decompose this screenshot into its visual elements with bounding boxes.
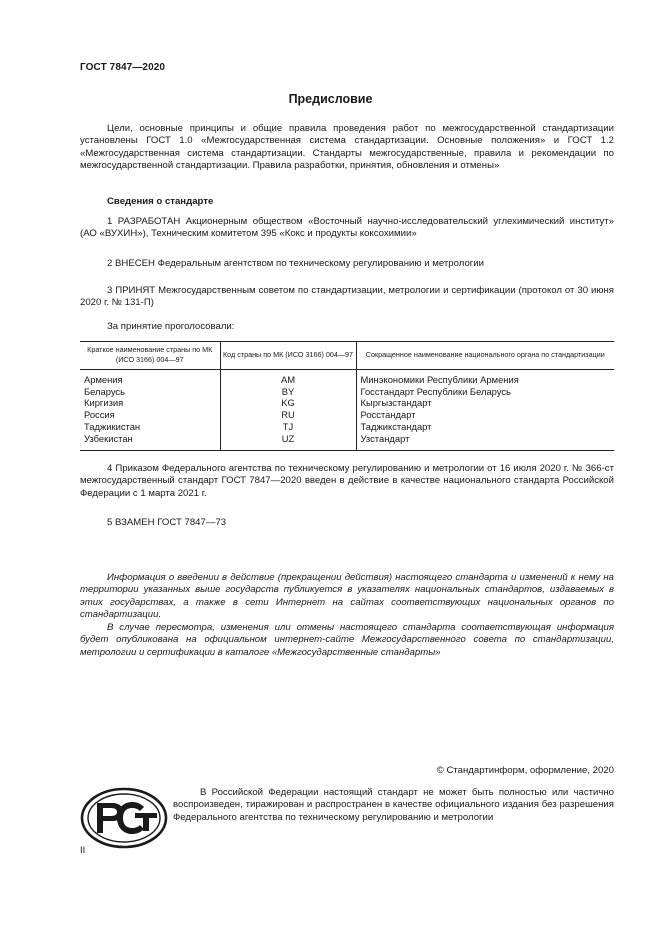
voting-table [80,341,614,451]
table-cell-body: Кыргызстандарт [356,397,614,409]
table-row [80,397,614,409]
copyright-line: © Стандартинформ, оформление, 2020 [436,765,614,776]
table-row [80,386,614,398]
table-cell-country: Россия [84,409,115,421]
section-heading: Сведения о стандарте [107,196,214,207]
table-cell-code: BY [220,386,356,398]
page-number: II [80,845,86,856]
table-header-row [80,342,614,370]
notice-paragraph-2: В случае пересмотра, изменения или отмены настоящего стандарта соответствующая информация будет опубликована на официальном интернет-сайте Межгосударственного совета по стандартизации, метрологии и сертификации в каталоге «Межгосударственные стандарты» [80,622,614,658]
intro-paragraph: Цели, основные принципы и общие правила проведения работ по межгосударственной стандартизации установлены ГОСТ 1.0 «Межгосударственная система стандартизации. Основные положения» и ГОСТ 1.2 «Межгосударственная система стандартизации. Стандарты межгосударственные, правила и рекомендации по межгосударственной стандартизации. Правила разработки, принятия, обновления и отмены» [80,123,614,172]
table-row [80,370,614,386]
table-cell-code: RU [220,409,356,421]
table-cell-body: Узстандарт [356,433,614,451]
table-cell-body: Минэкономики Республики Армения [356,370,614,386]
table-header-body: Сокращенное наименование национального органа по стандартизации [356,342,614,370]
table-cell-body: Госстандарт Республики Беларусь [356,386,614,398]
table-header-code: Код страны по МК (ИСО 3166) 004—97 [220,342,356,370]
table-cell-code: UZ [220,433,356,451]
rst-certification-logo [80,787,170,849]
rst-logo-icon [80,787,170,849]
document-code: ГОСТ 7847—2020 [80,62,166,73]
table-cell-body: Таджикстандарт [356,421,614,433]
table-row [80,433,614,451]
table-cell-country: Беларусь [84,385,126,397]
table-cell-body: Росстандарт [356,409,614,421]
page-title: Предисловие [288,92,373,106]
table-cell-code: KG [220,397,356,409]
table-cell-country: Киргизия [84,397,124,409]
item-submitted: 2 ВНЕСЕН Федеральным агентством по техническому регулированию и метрологии [107,258,485,269]
item-developed: 1 РАЗРАБОТАН Акционерным обществом «Восточный научно-исследовательский углехимический институт» (АО «ВУХИН»), Техническим комитетом 395 «Кокс и продукты коксохимии» [80,216,614,240]
table-cell-country: Узбекистан [80,433,220,451]
table-cell-country: Армения [84,374,123,385]
item-replaces: 5 ВЗАМЕН ГОСТ 7847—73 [107,517,227,528]
table-cell-country: Таджикистан [84,420,141,432]
vote-label: За принятие проголосовали: [107,321,235,332]
notice-paragraph-1: Информация о введении в действие (прекращении действия) настоящего стандарта и изменений к нему на территории указанных выше государств публикуется в указателях национальных стандартов, издаваемых в этих государствах, а также в сети Интернет на сайтах соответствующих национальных органов по стандартизации. [80,572,614,621]
table-row [80,409,614,421]
item-enacted: 4 Приказом Федерального агентства по техническому регулированию и метрологии от 16 июля 2020 г. № 366-ст межгосударственный стандарт ГОСТ 7847—2020 введен в действие в качестве национального стандарта Российской Федерации с 1 марта 2021 г. [80,463,614,499]
table-cell-code: TJ [220,421,356,433]
table-header-country: Краткое наименование страны по МК (ИСО 3166) 004—97 [80,342,220,370]
table-cell-code: AM [220,370,356,386]
item-adopted: 3 ПРИНЯТ Межгосударственным советом по стандартизации, метрологии и сертификации (протокол от 30 июня 2020 г. № 131-П) [80,285,614,309]
table-row [80,421,614,433]
reproduction-restriction-notice: В Российской Федерации настоящий стандарт не может быть полностью или частично воспроизведен, тиражирован и распространен в качестве официального издания без разрешения Федерального агентства по техническому регулированию и метрологии [173,787,614,823]
